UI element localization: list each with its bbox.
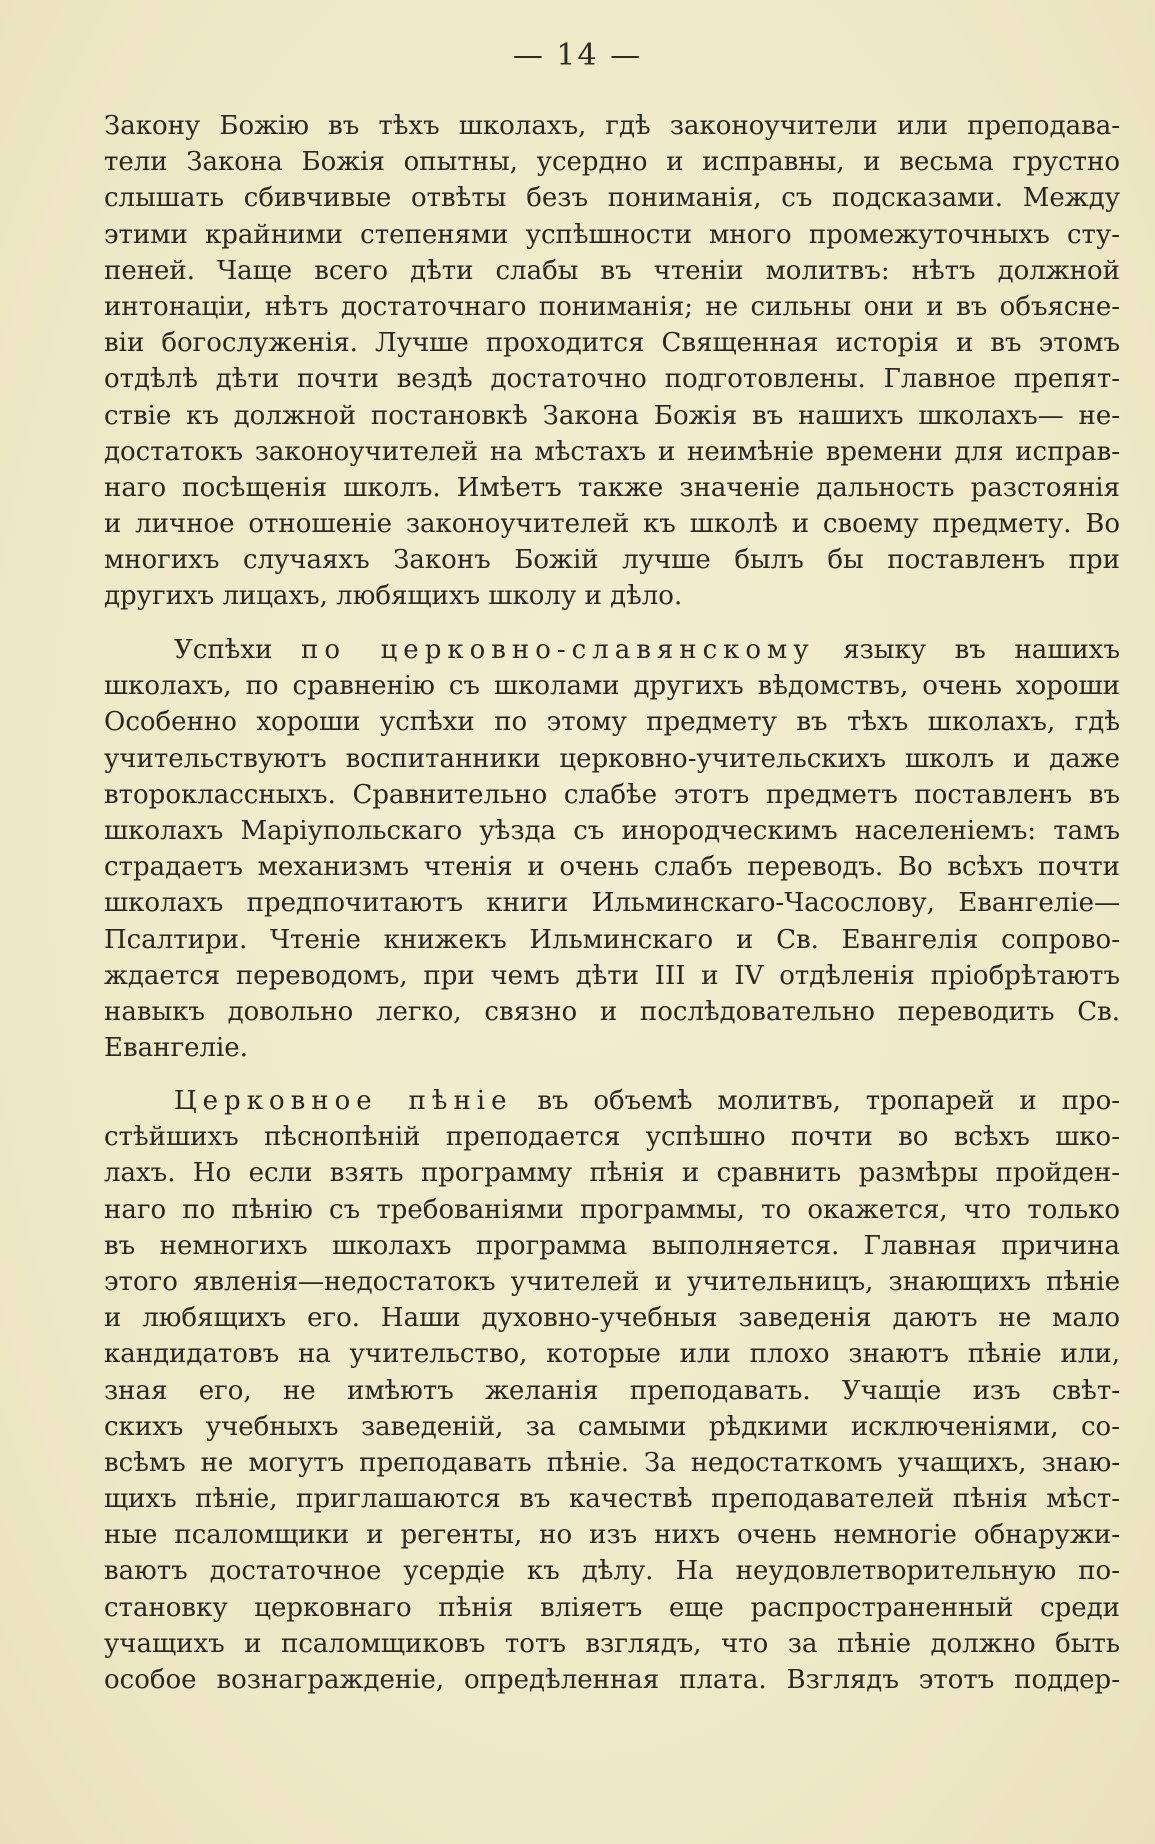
- spaced-emphasis: Церковное пѣніе: [174, 1086, 513, 1116]
- text-line: этого явленія—недостатокъ учителей и учительницъ, знающихъ пѣніе: [104, 1266, 1120, 1297]
- line-rest: въ объемѣ молитвъ, тропарей и про-: [537, 1086, 1121, 1116]
- text-line: страдаетъ механизмъ чтенія и очень слабъ переводъ. Во всѣхъ почти: [104, 852, 1120, 883]
- text-line: ные псаломщики и регенты, но изъ нихъ очень немногіе обнаружи-: [104, 1520, 1120, 1551]
- text-line: становку церковнаго пѣнія вліяетъ еще распространенный среди: [104, 1592, 1120, 1623]
- text-line: въ немногихъ школахъ программа выполняется. Главная причина: [104, 1230, 1120, 1261]
- line-rest: языку въ нашихъ: [843, 635, 1121, 665]
- text-line: учительствуютъ воспитанники церковно-учительскихъ школъ и даже: [104, 743, 1120, 774]
- paragraph-first-line: [104, 1083, 1120, 1119]
- spaced-emphasis: по церковно-славянскому: [300, 635, 815, 665]
- text-line: и любящихъ его. Наши духовно-учебныя заведенія даютъ не мало: [104, 1303, 1120, 1334]
- text-line: наго по пѣнію съ требованіями программы, то окажется, что только: [104, 1194, 1120, 1225]
- text-line: отдѣлѣ дѣти почти вездѣ достаточно подготовлены. Главное препят-: [104, 364, 1120, 395]
- text-line: тели Закона Божія опытны, усердно и исправны, и весьма грустно: [104, 147, 1120, 178]
- text-line: школахъ предпочитаютъ книги Ильминскаго-Часослову, Евангеліе—: [104, 888, 1120, 919]
- text-line: второклассныхъ. Сравнительно слабѣе этотъ предметъ поставленъ въ: [104, 779, 1120, 810]
- text-line: особое вознагражденіе, опредѣленная плата. Взглядъ этотъ поддер-: [104, 1665, 1120, 1695]
- text-line: зная его, не имѣютъ желанія преподавать. Учащіе изъ свѣт-: [104, 1375, 1120, 1406]
- paragraph-first-line: [104, 632, 1120, 668]
- text-line: Евангеліе.: [104, 1033, 248, 1064]
- text-line: всѣмъ не могутъ преподавать пѣніе. За недостаткомъ учащихъ, знаю-: [104, 1447, 1120, 1478]
- text-line: скихъ учебныхъ заведеній, за самыми рѣдкими исключеніями, со-: [104, 1411, 1120, 1442]
- text-line: Псалтири. Чтеніе книжекъ Ильминскаго и Св. Евангелія сопрово-: [104, 924, 1120, 955]
- text-line: школахъ Маріупольскаго уѣзда съ инородческимъ населеніемъ: тамъ: [104, 815, 1120, 846]
- paragraph-1: [104, 108, 1120, 615]
- text-line: навыкъ довольно легко, связно и послѣдовательно переводить Св.: [104, 996, 1120, 1027]
- text-line: щихъ пѣніе, приглашаются въ качествѣ преподавателей пѣнія мѣст-: [104, 1484, 1120, 1515]
- text-line: школахъ, по сравненію съ школами другихъ вѣдомствъ, очень хороши: [104, 671, 1120, 702]
- text-line: віи богослуженія. Лучше проходится Священная исторія и въ этомъ: [104, 328, 1120, 359]
- paragraph-3: [104, 1083, 1120, 1698]
- text-line: наго посѣщенія школъ. Имѣетъ также значеніе дальность разстоянія: [104, 472, 1120, 503]
- text-line: Закону Божію въ тѣхъ школахъ, гдѣ законоучители или преподава-: [104, 111, 1120, 141]
- text-line: этими крайними степенями успѣшности много промежуточныхъ сту-: [104, 219, 1120, 250]
- text-line: другихъ лицахъ, любящихъ школу и дѣло.: [104, 581, 683, 612]
- text-line: многихъ случаяхъ Законъ Божій лучше былъ бы поставленъ при: [104, 545, 1120, 576]
- text-line: ствіе къ должной постановкѣ Закона Божія въ нашихъ школахъ— не-: [104, 400, 1120, 431]
- page-number: — 14 —: [512, 38, 643, 73]
- text-line: пеней. Чаще всего дѣти слабы въ чтеніи молитвъ: нѣтъ должной: [104, 255, 1120, 286]
- text-line: и личное отношеніе законоучителей къ школѣ и своему предмету. Во: [104, 509, 1120, 540]
- text-line: Особенно хороши успѣхи по этому предмету въ тѣхъ школахъ, гдѣ: [104, 707, 1120, 738]
- paragraph-2: [104, 632, 1120, 1066]
- text-line: ждается переводомъ, при чемъ дѣти III и IV отдѣленія пріобрѣтаютъ: [104, 960, 1120, 991]
- text-line: слышать сбивчивые отвѣты безъ пониманія, съ подсказами. Между: [104, 183, 1120, 214]
- text-line: кандидатовъ на учительство, которые или плохо знаютъ пѣніе или,: [104, 1339, 1120, 1370]
- text-line: интонаціи, нѣтъ достаточнаго пониманія; не сильны они и въ объясне-: [104, 291, 1120, 322]
- text-line: ваютъ достаточное усердіе къ дѣлу. На неудовлетворительную по-: [104, 1556, 1120, 1587]
- text-line: достатокъ законоучителей на мѣстахъ и неимѣніе времени для исправ-: [104, 436, 1120, 467]
- text-line: стѣйшихъ пѣснопѣній преподается успѣшно почти во всѣхъ шко-: [104, 1122, 1120, 1153]
- text-line: учащихъ и псаломщиковъ тотъ взглядъ, что за пѣніе должно быть: [104, 1628, 1120, 1659]
- text-line: лахъ. Но если взять программу пѣнія и сравнить размѣры пройден-: [104, 1158, 1120, 1189]
- lead-word: Успѣхи: [174, 635, 273, 665]
